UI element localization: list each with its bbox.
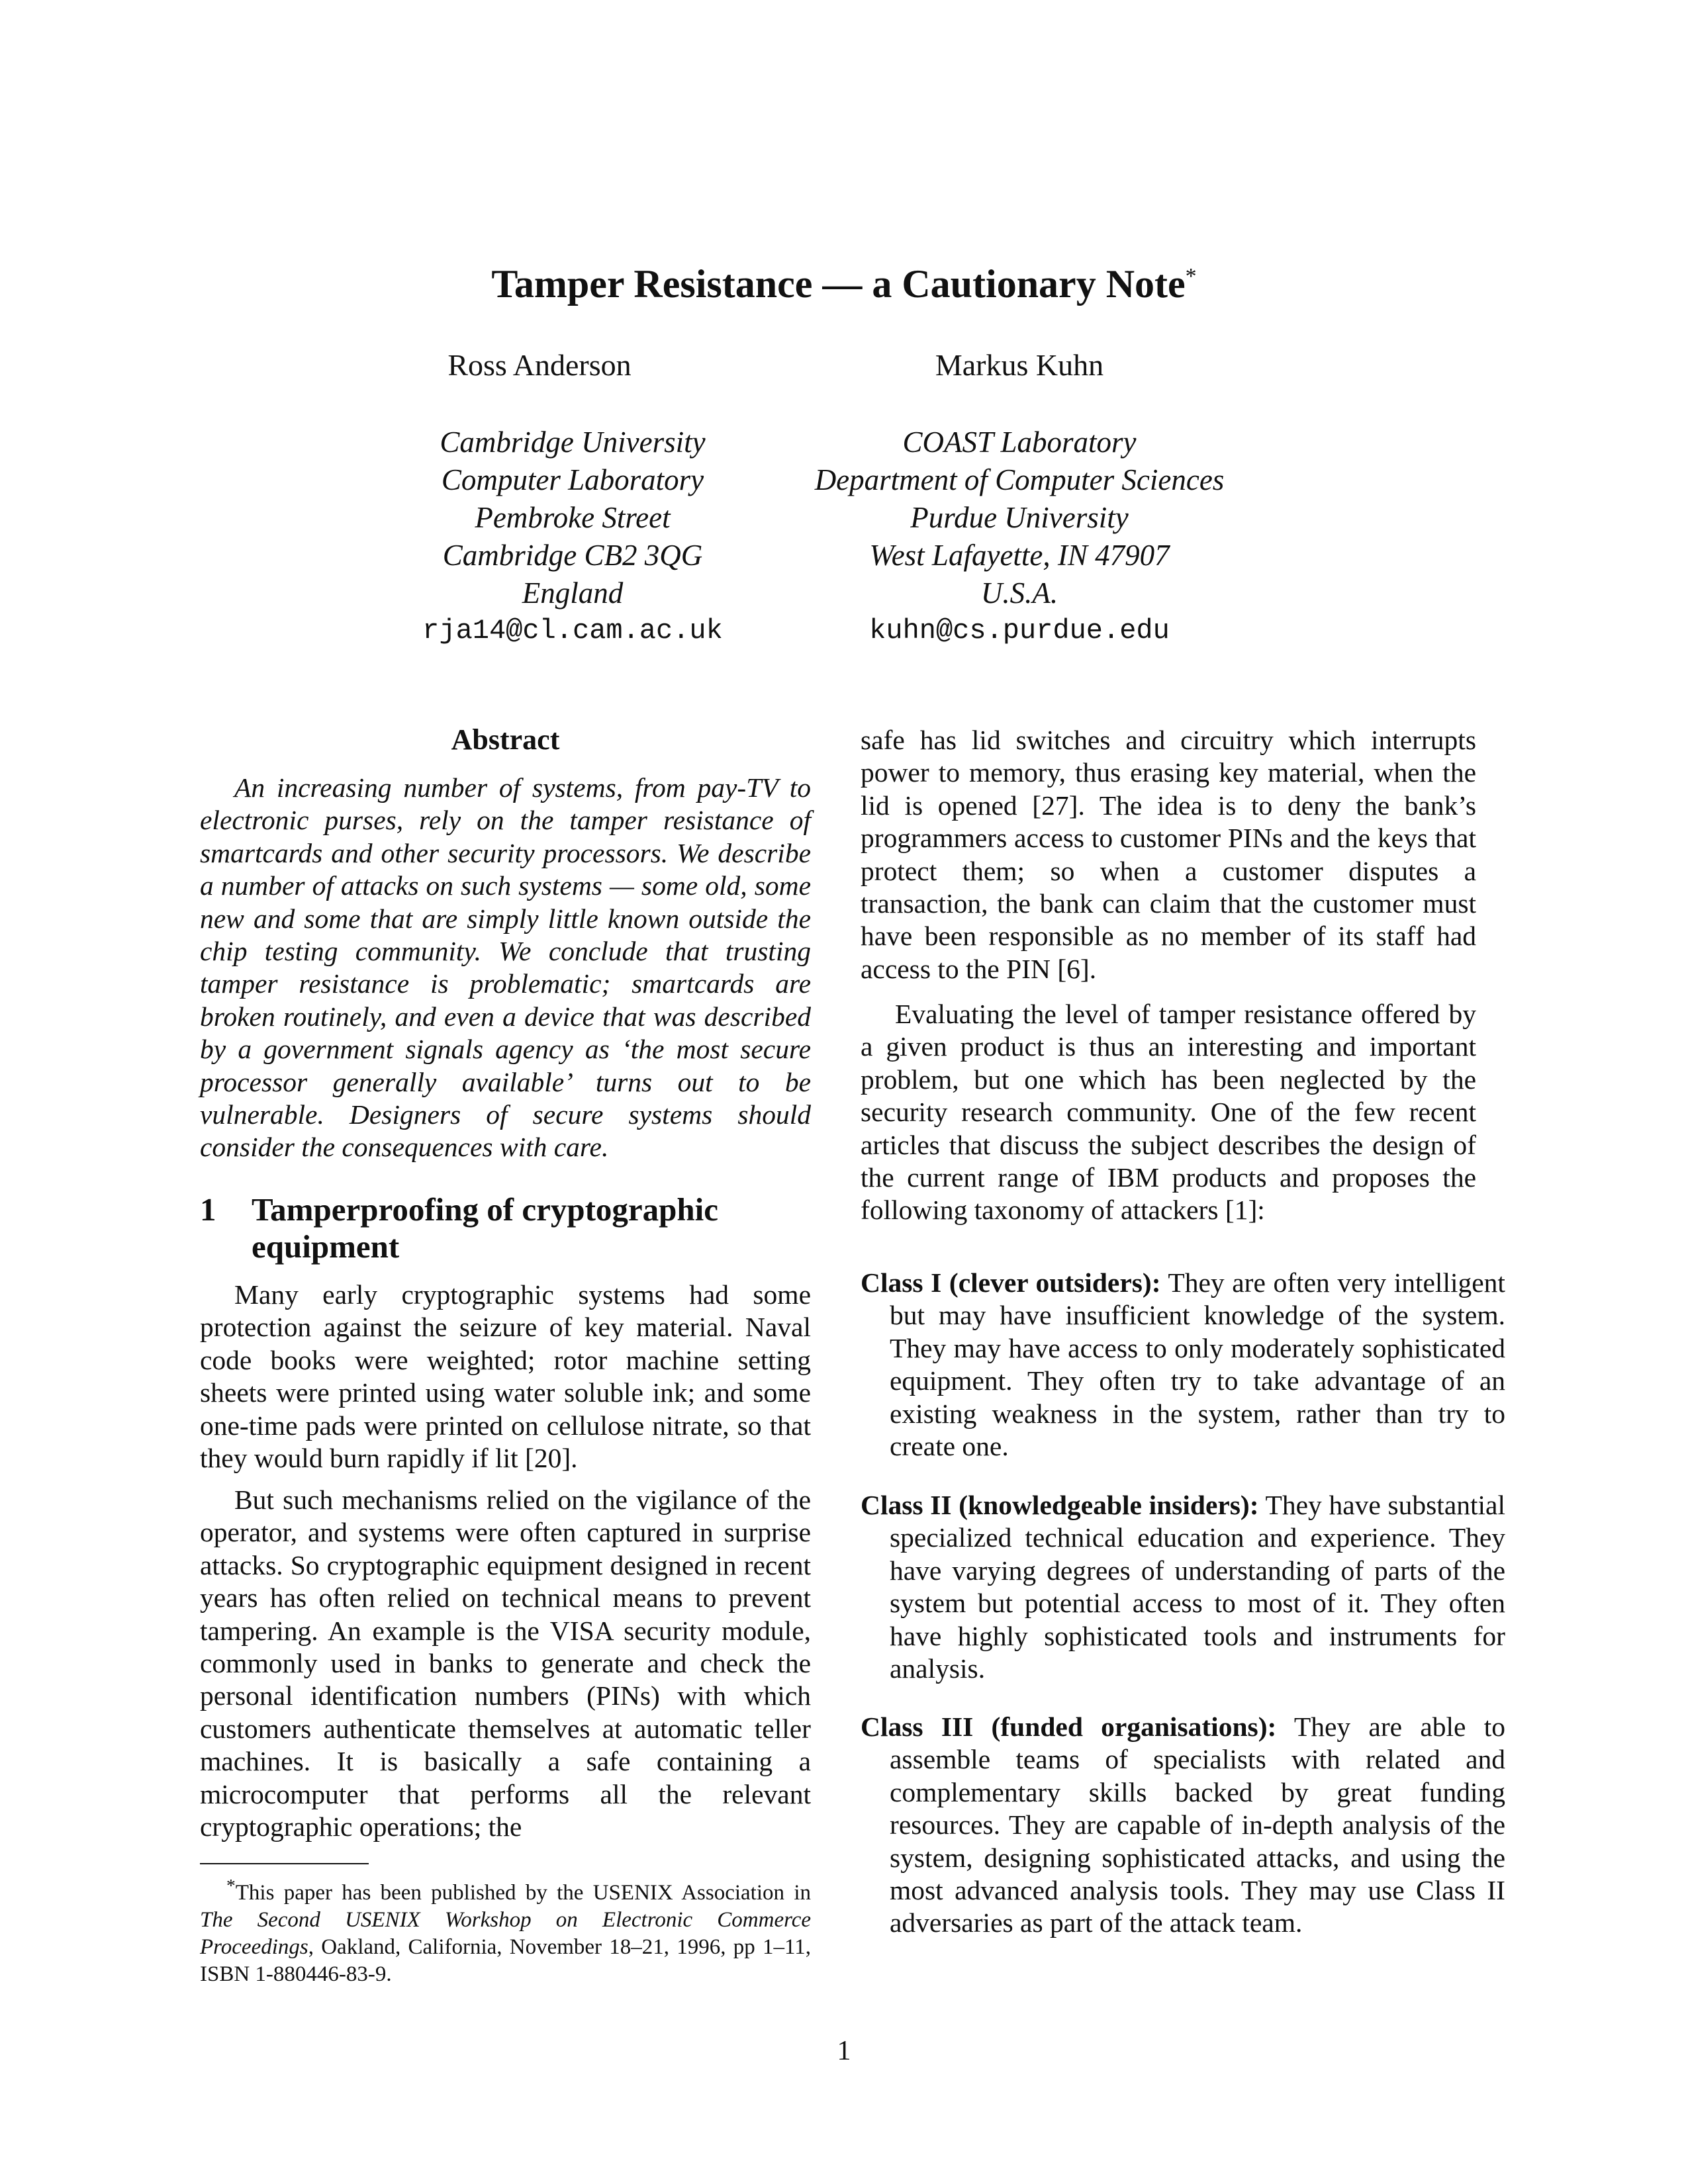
body-paragraph: But such mechanisms relied on the vigilance of the operator, and systems were often captured in surprise attacks. So cryptographic equipment designed in recent years has often relied on technical means to prevent tampering. An example is the VISA security module, commonly used in banks to generate and check the personal identification numbers (PINs) with which customers authenticate themselves at automatic teller machines. It is basically a safe containing a microcomputer that performs all the relevant cryptographic operations; the bbox=[200, 1484, 811, 1843]
affiliation-line: Department of Computer Sciences bbox=[814, 463, 1225, 496]
class-label: Class II (knowledgeable insiders): bbox=[861, 1490, 1259, 1520]
affiliation-line: Pembroke Street bbox=[475, 501, 671, 534]
affiliation-line: Cambridge CB2 3QG bbox=[442, 539, 703, 572]
body-paragraph: Many early cryptographic systems had some protection against the seizure of key material. Naval code books were weighted; rotor machine setting sheets were printed using water soluble ink; and some one-time pads were printed on cellulose nitrate, so that they would burn rapidly if lit [20]. bbox=[200, 1279, 811, 1474]
affiliation-line: West Lafayette, IN 47907 bbox=[869, 539, 1170, 572]
paper-title bbox=[0, 261, 1688, 307]
footnote-mark: * bbox=[1185, 264, 1197, 289]
author-name: Markus Kuhn bbox=[935, 348, 1104, 382]
class-label: Class III (funded organisations): bbox=[861, 1711, 1277, 1742]
footnote-text: This paper has been published by the USENIX Association in bbox=[235, 1881, 811, 1905]
page-number: 1 bbox=[837, 2036, 851, 2066]
affiliation-line: Cambridge University bbox=[440, 426, 706, 459]
author-email: rja14@cl.cam.ac.uk bbox=[422, 615, 723, 647]
section-title: Tamperproofing of cryptographic equipment bbox=[252, 1191, 719, 1265]
attacker-class-item bbox=[861, 1711, 1505, 1940]
attacker-class-item bbox=[861, 1489, 1505, 1685]
footnote-text: , Oakland, California, November 18–21, 1996, pp 1–11, ISBN 1-880446-83-9. bbox=[200, 1935, 811, 1986]
footnote-rule bbox=[200, 1863, 369, 1864]
class-description: They have substantial specialized technical education and experience. They have varying degrees of understanding of parts of the system but potential access to most of it. They often have highly sophisticated tools and instruments for analysis. bbox=[890, 1490, 1505, 1684]
affiliation-line: Purdue University bbox=[910, 501, 1129, 534]
abstract-heading: Abstract bbox=[451, 723, 560, 756]
author-name: Ross Anderson bbox=[447, 348, 632, 382]
affiliation-line: U.S.A. bbox=[980, 576, 1058, 610]
footnote-venue: The Second USENIX Workshop on Electronic Commerce Proceedings bbox=[200, 1908, 811, 1959]
class-description: They are able to assemble teams of specialists with related and complementary skills backed by great funding resources. They are capable of in-depth analysis of the system, designing sophisticated attacks, and using the most advanced analysis tools. They may use Class II adversaries as part of the attack team. bbox=[890, 1711, 1505, 1938]
affiliation-line: COAST Laboratory bbox=[902, 426, 1137, 459]
body-paragraph: safe has lid switches and circuitry which interrupts power to memory, thus erasing key material, when the lid is opened [27]. The idea is to deny the bank’s programmers access to customer PINs and the keys that protect them; so when a customer disputes a transaction, the bank can claim that the customer must have been responsible as no member of its staff had access to the PIN [6]. bbox=[861, 725, 1476, 984]
affiliation-line: England bbox=[522, 576, 624, 610]
attacker-class-item bbox=[861, 1267, 1505, 1463]
section-heading bbox=[200, 1191, 811, 1265]
body-paragraph: Evaluating the level of tamper resistance offered by a given product is thus an interesting and important problem, but one which has been neglected by the security research community. One of the few recent articles that discuss the subject describes the design of the current range of IBM products and proposes the following taxonomy of attackers [1]: bbox=[861, 999, 1476, 1226]
author-affiliation bbox=[722, 424, 1317, 650]
section-number: 1 bbox=[200, 1191, 216, 1228]
abstract-text: An increasing number of systems, from pay-TV to electronic purses, rely on the tamper resistance of smartcards and other security processors. We describe a number of attacks on such systems — some old, some new and some that are simply little known outside the chip testing community. We conclude that trusting tamper resistance is problematic; smartcards are broken routinely, and even a device that was described by a government signals agency as ‘the most secure processor generally available’ turns out to be vulnerable. Designers of secure systems should consider the consequences with care. bbox=[200, 772, 811, 1163]
author-email: kuhn@cs.purdue.edu bbox=[869, 615, 1170, 647]
footnote bbox=[200, 1872, 811, 1988]
class-description: They are often very intelligent but may have insufficient knowledge of the system. They may have access to only moderately sophisticated equipment. They often try to take advantage of an existing weakness in the system, rather than try to create one. bbox=[890, 1267, 1505, 1462]
class-label: Class I (clever outsiders): bbox=[861, 1267, 1161, 1298]
affiliation-line: Computer Laboratory bbox=[441, 463, 704, 496]
title-text: Tamper Resistance — a Cautionary Note bbox=[491, 262, 1186, 306]
footnote-mark: * bbox=[226, 1875, 236, 1895]
